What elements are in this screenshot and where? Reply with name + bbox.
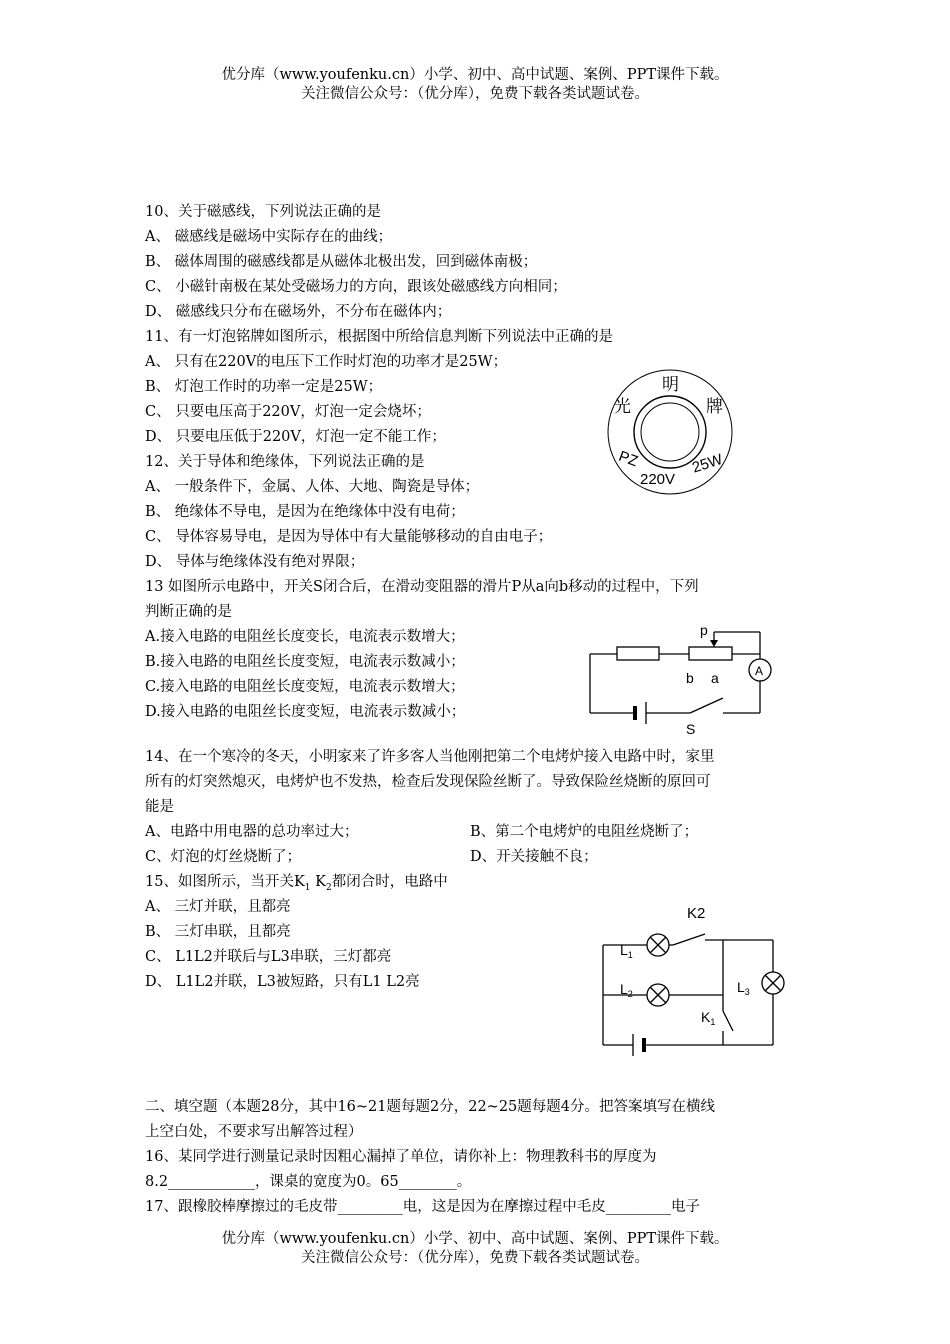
slider-label: p (700, 622, 708, 638)
rheostat (689, 647, 732, 660)
q13-option-a: A.接入电路的电阻丝长度变长，电流表示数增大； (145, 629, 465, 645)
q11-stem: 11、有一灯泡铭牌如图所示，根据图中所给信息判断下列说法中正确的是 (145, 329, 613, 345)
k1-label: $K_1$ (701, 1009, 716, 1027)
terminal-a-label: a (711, 670, 719, 686)
q16-line-1: 16、某同学进行测量记录时因粗心漏掉了单位，请你补上：物理教科书的厚度为 (145, 1149, 657, 1165)
q10-option-c: C、 小磁针南极在某处受磁场力的方向，跟该处磁感线方向相同； (145, 279, 567, 295)
q15-stem-sub2: 2 (325, 882, 332, 893)
q15-stem-post: 都闭合时，电路中 (331, 874, 448, 890)
ammeter-label: A (755, 664, 764, 678)
q10-option-a: A、 磁感线是磁场中实际存在的曲线； (145, 229, 393, 245)
nameplate-voltage: 220V (640, 471, 676, 488)
nameplate-middle-ring (634, 396, 706, 468)
section2-line-2: 上空白处，不要求写出解答过程） (145, 1124, 363, 1140)
three-lamp-circuit-figure (595, 895, 800, 1065)
q15-stem-mid: K (310, 874, 326, 890)
q10-option-d: D、 磁感线只分布在磁场外，不分布在磁体内； (145, 304, 452, 320)
q15-option-a: A、 三灯并联，且都亮 (145, 899, 291, 915)
q11-option-d: D、 只要电压低于220V，灯泡一定不能工作； (145, 429, 446, 445)
q15-stem-sub1: 1 (304, 882, 311, 893)
q15-stem (145, 872, 448, 898)
header-line-1: 优分库（www.youfenku.cn）小学、初中、高中试题、案例、PPT课件下载。 (221, 67, 729, 83)
q14-stem-line-2: 所有的灯突然熄灭，电烤炉也不发热，检查后发现保险丝断了。导致保险丝烧断的原回可 (145, 774, 711, 790)
q15-option-d: D、 L1L2并联，L3被短路，只有L1 L2亮 (145, 974, 420, 990)
nameplate-model: PZ (616, 447, 641, 471)
switch-label: S (686, 721, 696, 737)
q13-stem-line-2: 判断正确的是 (145, 604, 232, 620)
terminal-b-label: b (686, 670, 694, 686)
q13-option-c: C.接入电路的电阻丝长度变短，电流表示数增大； (145, 679, 465, 695)
switch-k2 (673, 934, 705, 945)
q14-option-c: C、灯泡的灯丝烧断了； (145, 849, 302, 865)
lamp-l1 (647, 934, 669, 956)
switch-k1 (723, 1011, 733, 1031)
rheostat-circuit-figure (580, 618, 780, 738)
lamp-l3 (762, 972, 784, 994)
l2-label: $L_2$ (620, 981, 633, 999)
q13-option-b: B.接入电路的电阻丝长度变短，电流表示数减小； (145, 654, 465, 670)
nameplate-char-ming: 明 (662, 375, 679, 394)
q15-option-c: C、 L1L2并联后与L3串联，三灯都亮 (145, 949, 392, 965)
q12-option-a: A、 一般条件下，金属、人体、大地、陶瓷是导体； (145, 479, 480, 495)
q12-option-b: B、 绝缘体不导电，是因为在绝缘体中没有电荷； (145, 504, 465, 520)
lamp-l2 (647, 984, 669, 1006)
q14-option-d: D、开关接触不良； (470, 849, 598, 865)
q12-option-d: D、 导体与绝缘体没有绝对界限； (145, 554, 365, 570)
k2-label: K2 (687, 905, 706, 922)
q15-option-b: B、 三灯串联，且都亮 (145, 924, 291, 940)
slider-arrow (710, 640, 718, 647)
q15-stem-pre: 15、如图所示，当开关K (145, 874, 305, 890)
q14-stem-line-3: 能是 (145, 799, 174, 815)
q11-option-c: C、 只要电压高于220V，灯泡一定会烧坏； (145, 404, 431, 420)
section2-line-1: 二、填空题（本题28分，其中16~21题每题2分，22~25题每题4分。把答案填写在横线 (145, 1099, 716, 1115)
q14-stem-line-1: 14、在一个寒冷的冬天，小明家来了许多客人当他刚把第二个电烤炉接入电路中时，家里 (145, 749, 715, 765)
l1-label: $L_1$ (620, 942, 633, 960)
nameplate-char-guang: 光 (614, 397, 631, 416)
footer-line-1: 优分库（www.youfenku.cn）小学、初中、高中试题、案例、PPT课件下载。 (221, 1231, 729, 1247)
q17-line-1: 17、跟橡胶棒摩擦过的毛皮带_________电，这是因为在摩擦过程中毛皮_________电子 (145, 1199, 700, 1215)
q13-stem-line-1: 13 如图所示电路中，开关S闭合后，在滑动变阻器的滑片P从a向b移动的过程中，下列 (145, 579, 699, 595)
q12-stem: 12、关于导体和绝缘体，下列说法正确的是 (145, 454, 425, 470)
footer-line-2: 关注微信公众号：（优分库），免费下载各类试题试卷。 (301, 1250, 649, 1266)
q10-option-b: B、 磁体周围的磁感线都是从磁体北极出发，回到磁体南极； (145, 254, 538, 270)
q16-line-2: 8.2____________，课桌的宽度为0。65________。 (145, 1174, 472, 1190)
switch-s (690, 698, 723, 713)
q10-stem: 10、关于磁感线，下列说法正确的是 (145, 204, 381, 220)
nameplate-char-pai: 牌 (706, 397, 723, 416)
fixed-resistor (617, 647, 659, 660)
l3-label: $L_3$ (737, 979, 750, 997)
q14-option-b: B、第二个电烤炉的电阻丝烧断了； (470, 824, 699, 840)
q11-option-a: A、 只有在220V的电压下工作时灯泡的功率才是25W； (145, 354, 508, 370)
bulb-nameplate-figure (600, 368, 740, 496)
q12-option-c: C、 导体容易导电，是因为导体中有大量能够移动的自由电子； (145, 529, 553, 545)
nameplate-inner-ring (641, 403, 699, 461)
header-line-2: 关注微信公众号：（优分库），免费下载各类试题试卷。 (301, 86, 649, 102)
q14-option-a: A、电路中用电器的总功率过大； (145, 824, 359, 840)
q13-option-d: D.接入电路的电阻丝长度变短，电流表示数减小； (145, 704, 466, 720)
q11-option-b: B、 灯泡工作时的功率一定是25W； (145, 379, 383, 395)
nameplate-power: 25W (690, 450, 725, 477)
